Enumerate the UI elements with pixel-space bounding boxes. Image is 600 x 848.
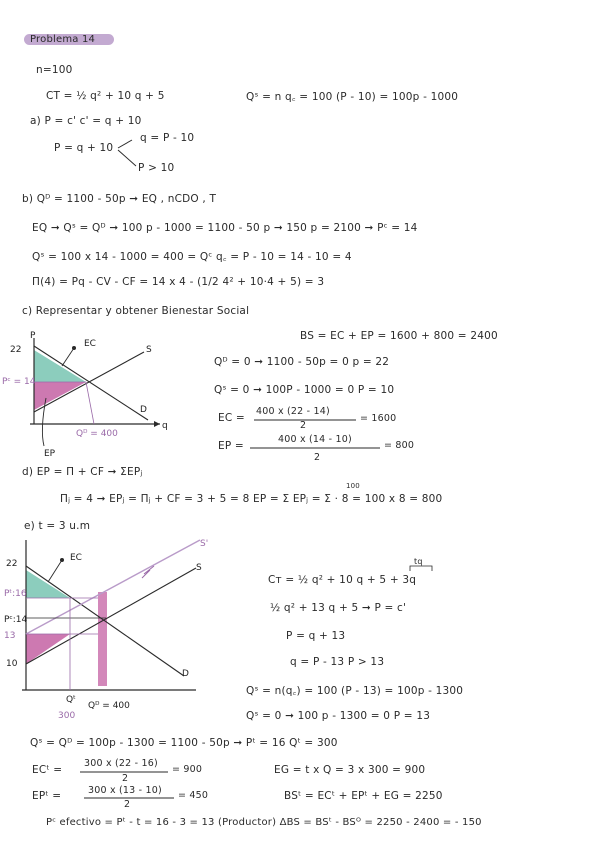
supply-curve-2 <box>26 568 196 664</box>
ept-label: EPᵗ = <box>32 790 62 802</box>
graph-2-p13: 13 <box>4 631 16 641</box>
graph-2-qt-val: 300 <box>58 711 76 721</box>
graph-1-q-label: q <box>162 421 168 431</box>
ct2-line: Cт = ½ q² + 10 q + 5 + 3q <box>268 574 417 586</box>
graph-1-peq: Pᶜ = 14 <box>2 377 36 387</box>
b-line-1: b) Qᴰ = 1100 - 50p ➞ EQ , nCDO , T <box>22 193 217 205</box>
b-line-4: Π(4) = Pq - CV - CF = 14 x 4 - (1/2 4² + 10·4 + 5) = 3 <box>32 276 325 288</box>
graph-1-p22: 22 <box>10 345 22 355</box>
tq-note: tq <box>414 557 423 566</box>
ep-denominator: 2 <box>314 452 321 463</box>
graph-2-ec-pointer <box>48 560 62 582</box>
graph-2-ec-label: EC <box>70 553 82 563</box>
ect-value: = 900 <box>172 764 203 775</box>
eq2-line: Qˢ = Qᴰ = 100p - 1300 = 1100 - 50p ➞ Pᵗ = 16 Qᵗ = 300 <box>30 737 338 749</box>
a-line-4: P > 10 <box>138 162 175 174</box>
page-title: Problema 14 <box>30 34 96 45</box>
ct-line: CT = ½ q² + 10 q + 5 <box>46 90 165 102</box>
graph-1-p-label: P <box>30 331 36 341</box>
ep-numerator: 400 x (14 - 10) <box>278 434 352 445</box>
ept-area <box>26 634 70 664</box>
e-line-1: e) t = 3 u.m <box>24 520 91 532</box>
graph-1-d-label: D <box>140 405 147 415</box>
d-line-1: d) EP = Π + CF ➞ ΣEPⱼ <box>22 466 143 478</box>
d-sum-limit: 100 <box>346 482 360 490</box>
d-line-2: Πⱼ = 4 ➞ EPⱼ = Πⱼ + CF = 3 + 5 = 8 EP = Σ EPⱼ = Σ · 8 = 100 x 8 = 800 <box>60 493 443 505</box>
ct4-line: P = q + 13 <box>286 630 346 642</box>
ept-numerator: 300 x (13 - 10) <box>88 785 162 796</box>
ep-value: = 800 <box>384 440 415 451</box>
graph-2-pt: Pᵗ:16 <box>4 589 27 599</box>
ect-numerator: 300 x (22 - 16) <box>84 758 158 769</box>
last-line: Pᶜ efectivo = Pᵗ - t = 16 - 3 = 13 (Productor) ΔBS = BSᵗ - BSᴼ = 2250 - 2400 = - 150 <box>46 817 482 828</box>
graph-2-p22: 22 <box>6 559 18 569</box>
qs3-line: Qˢ = 0 ➞ 100 p - 1300 = 0 P = 13 <box>246 710 431 722</box>
graph-2-s-label: S <box>196 563 202 573</box>
eg-line: EG = t x Q = 3 x 300 = 900 <box>274 764 426 776</box>
graph-2-qd: Qᴰ = 400 <box>88 701 130 711</box>
ec-numerator: 400 x (22 - 14) <box>256 406 330 417</box>
bst-line: BSᵗ = ECᵗ + EPᵗ + EG = 2250 <box>284 790 443 802</box>
graph-1-ec-label: EC <box>84 339 96 349</box>
c-line-1: c) Representar y obtener Bienestar Social <box>22 305 250 317</box>
ect-denominator: 2 <box>122 773 129 784</box>
graph-2-qt: Qᵗ <box>66 695 76 705</box>
graph-2-d-label: D <box>182 669 189 679</box>
a-line-2: q = P - 10 <box>140 132 195 144</box>
ec-value: = 1600 <box>360 413 397 424</box>
ept-value: = 450 <box>178 790 209 801</box>
graph-2-p10: 10 <box>6 659 18 669</box>
graph-2-s2-label: S' <box>200 539 209 549</box>
a-line-3: P = q + 10 <box>54 142 114 154</box>
ect-label: ECᵗ = <box>32 764 63 776</box>
graph-1-s-label: S <box>146 345 152 355</box>
bs-line: BS = EC + EP = 1600 + 800 = 2400 <box>300 330 498 342</box>
graph-2-pc: Pᶜ:14 <box>4 615 28 625</box>
n-line: n=100 <box>36 64 73 76</box>
b-line-2: EQ ➞ Qˢ = Qᴰ ➞ 100 p - 1000 = 1100 - 50 p ➞ 150 p = 2100 ➞ Pᶜ = 14 <box>32 222 418 234</box>
ec-label: EC = <box>218 412 245 424</box>
qs2-line: Qˢ = n(q꜀) = 100 (P - 13) = 100p - 1300 <box>246 685 464 697</box>
qs0-line: Qˢ = 0 ➞ 100P - 1000 = 0 P = 10 <box>214 384 395 396</box>
ep-label: EP = <box>218 440 244 452</box>
qs-line: Qˢ = n q꜀ = 100 (P - 10) = 100p - 1000 <box>246 91 459 103</box>
graph-1-ep-label: EP <box>44 449 56 459</box>
qd0-line: Qᴰ = 0 ➞ 1100 - 50p = 0 p = 22 <box>214 356 390 368</box>
a-line-1: a) P = c' c' = q + 10 <box>30 115 142 127</box>
ec-denominator: 2 <box>300 420 307 431</box>
ct3-line: ½ q² + 13 q + 5 ➞ P = c' <box>270 602 407 614</box>
ct5-line: q = P - 13 P > 13 <box>290 656 385 668</box>
ept-denominator: 2 <box>124 799 131 810</box>
ect-area <box>26 570 70 598</box>
eg-band <box>98 592 107 686</box>
graph-1-qeq: Qᴰ = 400 <box>76 429 118 439</box>
b-line-3: Qˢ = 100 x 14 - 1000 = 400 = Qᶜ q꜀ = P - 10 = 14 - 10 = 4 <box>32 251 352 263</box>
